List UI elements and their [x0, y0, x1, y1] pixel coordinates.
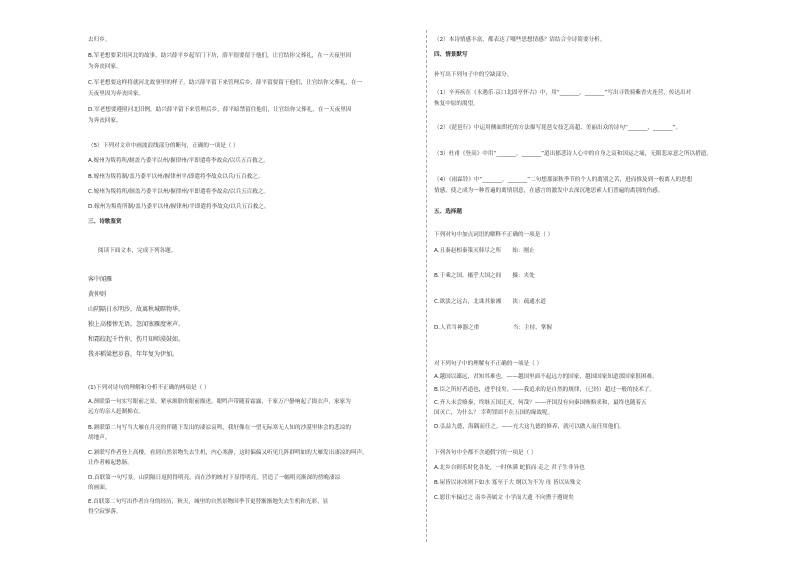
question: 对下列句子中的理解有不正确的一项是（ ） — [434, 361, 543, 367]
poem-title: 客中闻雁 — [88, 276, 113, 283]
fill-item-1: （1）辛弃疾在《永遇乐·京口北固亭怀古》中，用“_______，_______”写出寻铁骑紫香火连营，传达出对 — [434, 90, 692, 96]
option-d: D.弘益九德，海隅而任之。——充大这九德的修养，就可以做人而任用他们。 — [434, 424, 625, 430]
option-c: C.嫁州为叛将所/制盖乃委平以州/握律州/平即遣将李故众/以兵五百救之。 — [88, 189, 270, 195]
option-b: B.臣之所好者道也，进乎技矣。——我追求的是自然的规律，（已经）超过一般的技术了。 — [434, 387, 655, 393]
option-d: D.首联第一句写景，山阴隔日返照得明亮，而在沙的映衬下显得明亮，营造了一幅明亮渐深的傍晚凄凉 — [88, 475, 341, 481]
option-c: C.齐人未尝赂秦，终继五国迁灭，何哉？——齐国没有向秦国贿赂求和，最终也随着五 — [434, 400, 647, 406]
text-line: 情感，使之成为一种普遍的离情别意，在感言的激发中去深沉地思索人们普遍的离别的伤感。 — [434, 188, 664, 194]
option-b: B.嫁州为叛将制/盖乃委平以州/握律州平/即遣将李故众以兵/五百救之。 — [88, 174, 264, 180]
text-line: 的画面。 — [88, 485, 111, 491]
poem-line: 我亦稻粱愁岁暮，年年复为伊加。 — [88, 351, 179, 358]
section-heading: 五、选择题 — [434, 209, 462, 215]
text-line: 去归乡。 — [88, 37, 111, 43]
option-b: B.颔联第二句写当大雁在月亮的伴随下发出的凄凉哀鸣，我好像在一望无际寒无人知的沙漠里体会的悲凉的 — [88, 425, 351, 431]
fill-item-3: （3）杜甫《登高》中用“_______，_______”道出郁悲诗人心中的自身之哀和国运之痛，无限悲凉意之所以措遗。 — [434, 151, 712, 157]
option-e: E.首联第二句写出作者自身的经历，秋天，城里的自然景物因季节更替渐渐地失去生机和光彩，显 — [88, 499, 329, 505]
option-c: C.欲淡之远古，北诛其象湘 浃：疏通水道 — [434, 299, 546, 305]
option-a: A.颈联第一句实写眼前之景，紧承颔联的眼前描述，眼鸣声带随着霜露，千家万户静响起了捣衣声，家家为 — [88, 399, 351, 405]
text-line: 远方的亲人赶制棉衣。 — [88, 409, 144, 415]
question: 下列对句中加点词语的解释不正确的一项是（ ） — [434, 232, 554, 238]
option-d: D.军老想要遵照河北旧例，助兴薛平留下来管理后乡，薛平暗禁留住他们，让官结你父葬礼，在一天夜里因 — [88, 107, 352, 113]
option-d: D.嫁州为叛将所制/盖乃委平以州/握律州/平即遣将李故众/以兵五百救之。 — [88, 204, 270, 210]
section-heading: 四、情景默写 — [434, 52, 468, 58]
poem-line: 山阴隔日水明沙，故离秋城暝物华。 — [88, 306, 185, 313]
text-line: 让作者顿起愁肠。 — [88, 460, 133, 466]
text-line: 国灭亡，为什么？ 幸利罪固不在五国的缘故呢。 — [434, 410, 554, 416]
text-line: 得空寂寥落。 — [88, 509, 122, 515]
option-c: C.愿往车辕过之 南乡善属文 小学而大遗 不向熏于遵规矣 — [434, 495, 574, 501]
fill-item-2: （2）《琵琶行》中运用侧面烘托的方法描写琵琶女技艺高超、美丽出众的诗句“_______，_______”。 — [434, 125, 682, 131]
option-b: B.屋皆以冰冰则下如水 寡至于大 纲以为不为 母 皆以从殊文 — [434, 480, 581, 486]
fill-item-4: （4）《雨霖铃》中“_______，_______”二句想那深秋季节的个人的离别之苦，进而推及到一般离人的思想 — [434, 177, 693, 183]
option-d: D.人君当神器之重 当：主持、掌握 — [434, 325, 552, 331]
question-1: (1)下列对诗句的理解和分析不正确的两项是（ ） — [88, 385, 210, 391]
poem-line: 和霜皎起千竹仲，伤月知师漠鼓如。 — [88, 336, 185, 343]
poem-author: 黄仲则 — [88, 291, 107, 298]
option-b: B.军老想要采用河北的故事，助兴薛平乡起军门下坊，薛平很要留于他们，让官结你父葬礼，在一天夜里因 — [88, 53, 351, 59]
option-b: B.千乘之国，摄乎大国之间 摄：夹处 — [434, 273, 535, 279]
column-divider — [426, 30, 427, 542]
text-line: 天夜里因为奔丧回家。 — [88, 91, 144, 97]
poem-line: 独上高楼惨无语，忽闻塞雁度寒声。 — [88, 321, 185, 328]
option-c: C.颔联写作者登上高楼，看到自然景物失去生机，内心寒静，这时偏偏又听见几阵群鸣如的大雁发出凄凉的叫声， — [88, 450, 368, 456]
option-a: A.嫁州为叛将所/制盖乃委平以州/握律州/平即遣将李故众/以兵五百救之。 — [88, 158, 269, 164]
instructions: 补写出下列句子中的空缺部分。 — [434, 72, 513, 78]
option-a: A.北乡自则乐时化各处，一时休满 蛇狼而 走之 君子生非异也 — [434, 465, 585, 471]
question-2: （2）本诗情感丰富，都表达了哪些思想情感？请结合全诗简要分析。 — [434, 37, 606, 43]
text-line: 为奔丧回家。 — [88, 64, 122, 70]
instructions: 阅读下面文本，完成下列各题。 — [98, 248, 177, 254]
option-a: A.越国以鄙远，君知其难也。——越国里面不起远方的国家，越国国家知道那国家很困难。 — [434, 374, 658, 380]
section-heading: 三、诗歌鉴赏 — [88, 219, 122, 225]
question: 下列各句中全都不含通假字的一项是（ ） — [434, 450, 537, 456]
option-c: C.军老想要这样将就河北故事里的样子，助兴薛平留下来管理后乡，薛平留要留于他们，让官结你父葬礼，在一 — [88, 80, 363, 86]
option-a: A.且秦赵相秦策灭韩尽之所 始：刚止 — [434, 248, 535, 254]
text-line: 为奔丧回家。 — [88, 118, 122, 124]
text-line: 恢复中原的渴望。 — [434, 101, 479, 107]
question-5: （5）下列对文章中画波浪线部分的断句，正确的一项是（ ） — [88, 143, 239, 149]
text-line: 胡地声。 — [88, 435, 111, 441]
